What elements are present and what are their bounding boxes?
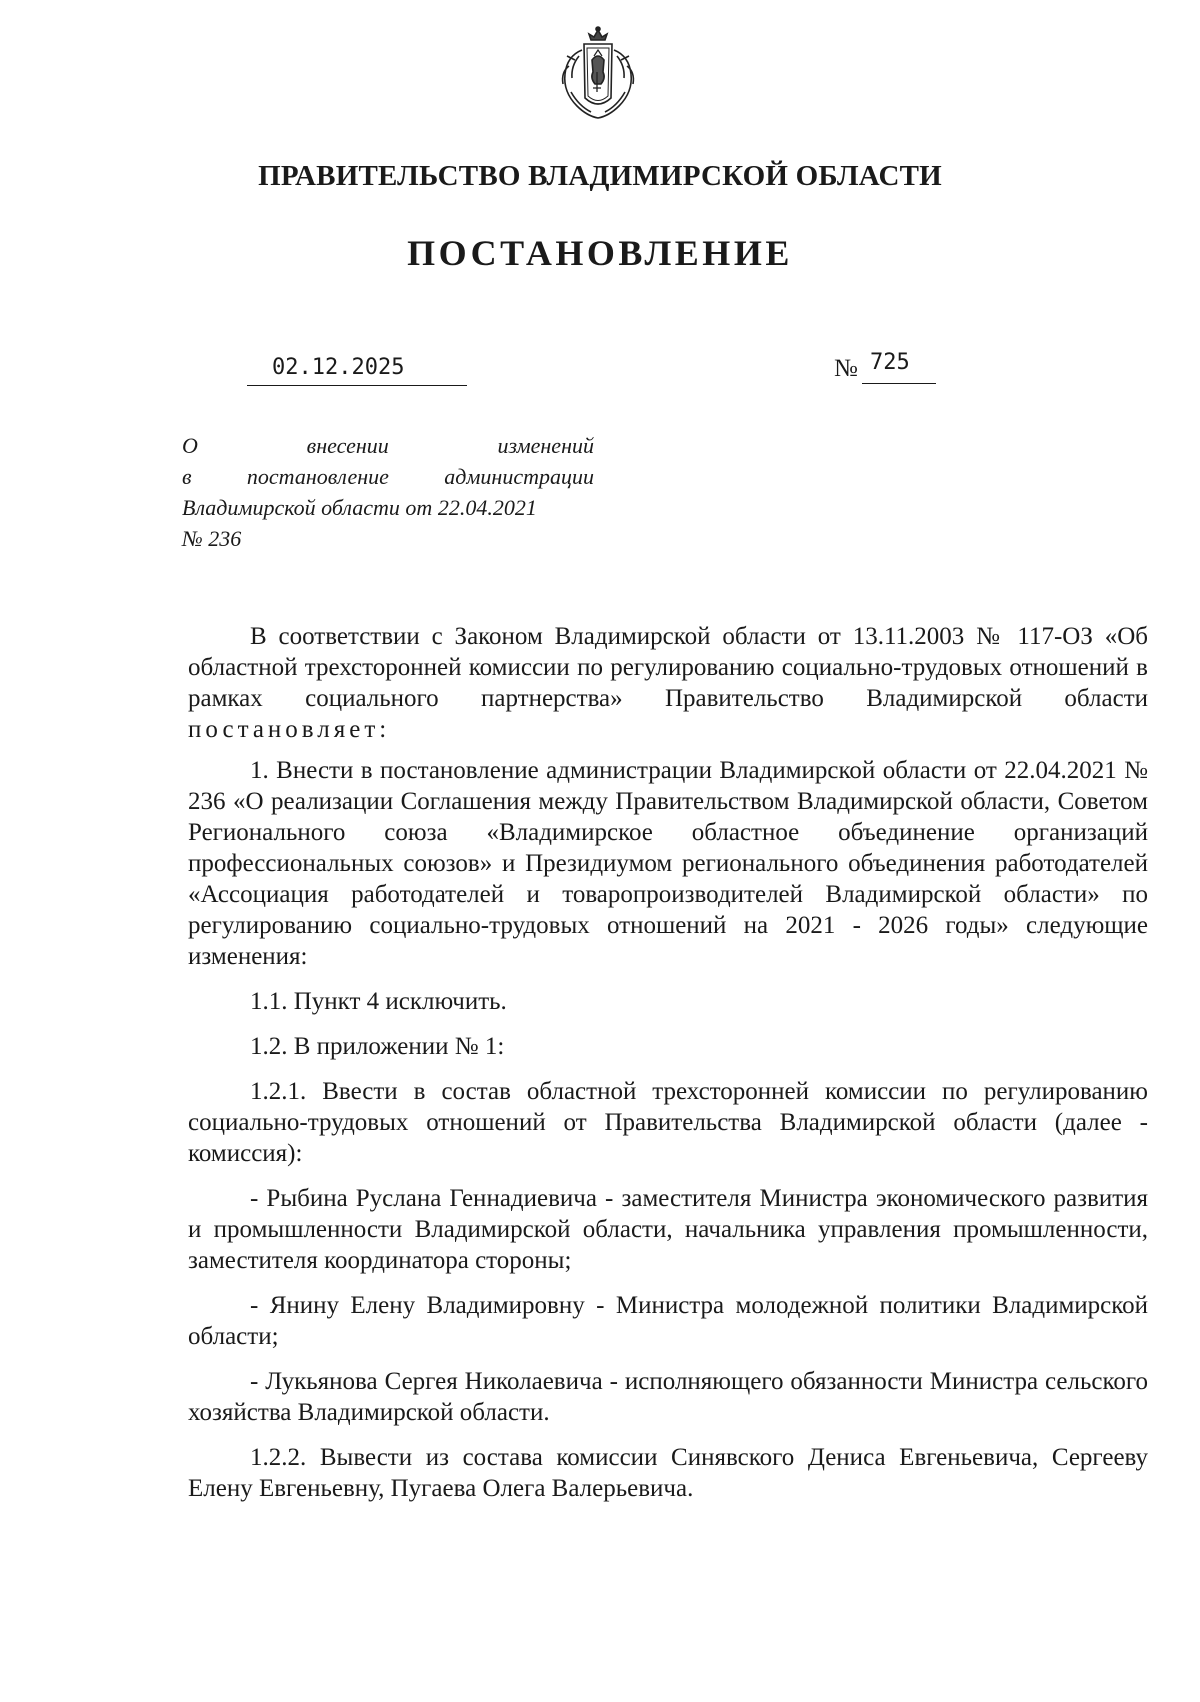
coat-of-arms-icon bbox=[551, 26, 645, 122]
subject-word: в bbox=[182, 464, 192, 489]
subject-word: изменений bbox=[497, 433, 594, 458]
paragraph-item-1-2-2: 1.2.2. Вывести из состава комиссии Синявского Дениса Евгеньевича, Сергееву Елену Евгеньевну, Пугаева Олега Валерьевича. bbox=[188, 1444, 1148, 1502]
preamble-text: В соответствии с Законом Владимирской области от 13.11.2003 № 117-ОЗ «Об областной трехсторонней комиссии по регулированию социально-трудовых отношений в рамках социального партнерства» Правительство Владимирской области bbox=[188, 623, 1148, 712]
document-type-title: ПОСТАНОВЛЕНИЕ bbox=[407, 233, 793, 273]
paragraph-preamble bbox=[188, 621, 1148, 745]
document-body bbox=[188, 621, 1148, 1504]
paragraph-member-3: - Лукьянова Сергея Николаевича - исполняющего обязанности Министра сельского хозяйства Владимирской области. bbox=[188, 1368, 1148, 1426]
paragraph-item-1: 1. Внести в постановление администрации Владимирской области от 22.04.2021 № 236 «О реализации Соглашения между Правительством Владимирской области, Советом Регионального союза «Владимирское областное объединение организаций профессиональных союзов» и Президиумом регионального объединения работодателей «Ассоциация работодателей и товаропроизводителей Владимирской области» по регулированию социально-трудовых отношений на 2021 - 2026 годы» следующие изменения: bbox=[188, 757, 1148, 970]
paragraph-item-1-2-1: 1.2.1. Ввести в состав областной трехсторонней комиссии по регулированию социально-трудовых отношений от Правительства Владимирской области (далее - комиссия): bbox=[188, 1078, 1148, 1167]
paragraph-member-2: - Янину Елену Владимировну - Министра молодежной политики Владимирской области; bbox=[188, 1292, 1148, 1350]
date-underline bbox=[247, 385, 467, 386]
document-date: 02.12.2025 bbox=[272, 355, 405, 380]
subject-word: внесении bbox=[306, 433, 389, 458]
paragraph-item-1-2: 1.2. В приложении № 1: bbox=[250, 1033, 505, 1060]
number-sign: № bbox=[834, 355, 858, 382]
paragraph-member-1: - Рыбина Руслана Геннадиевича - заместителя Министра экономического развития и промышленности Владимирской области, начальника управления промышленности, заместителя координатора стороны; bbox=[188, 1185, 1148, 1274]
number-underline bbox=[862, 383, 936, 384]
subject-word: постановление bbox=[246, 464, 389, 489]
subject-line bbox=[182, 430, 594, 461]
subject-word: О bbox=[182, 433, 198, 458]
paragraph-item-1-1: 1.1. Пункт 4 исключить. bbox=[250, 988, 507, 1015]
subject-line: № 236 bbox=[182, 526, 242, 551]
subject-word: администрации bbox=[444, 464, 594, 489]
subject-line bbox=[182, 461, 594, 492]
resolution-word: постановляет: bbox=[188, 716, 391, 743]
organization-title: ПРАВИТЕЛЬСТВО ВЛАДИМИРСКОЙ ОБЛАСТИ bbox=[258, 160, 942, 192]
document-number: 725 bbox=[870, 350, 910, 375]
subject-line: Владимирской области от 22.04.2021 bbox=[182, 495, 537, 520]
document-subject bbox=[182, 430, 594, 554]
